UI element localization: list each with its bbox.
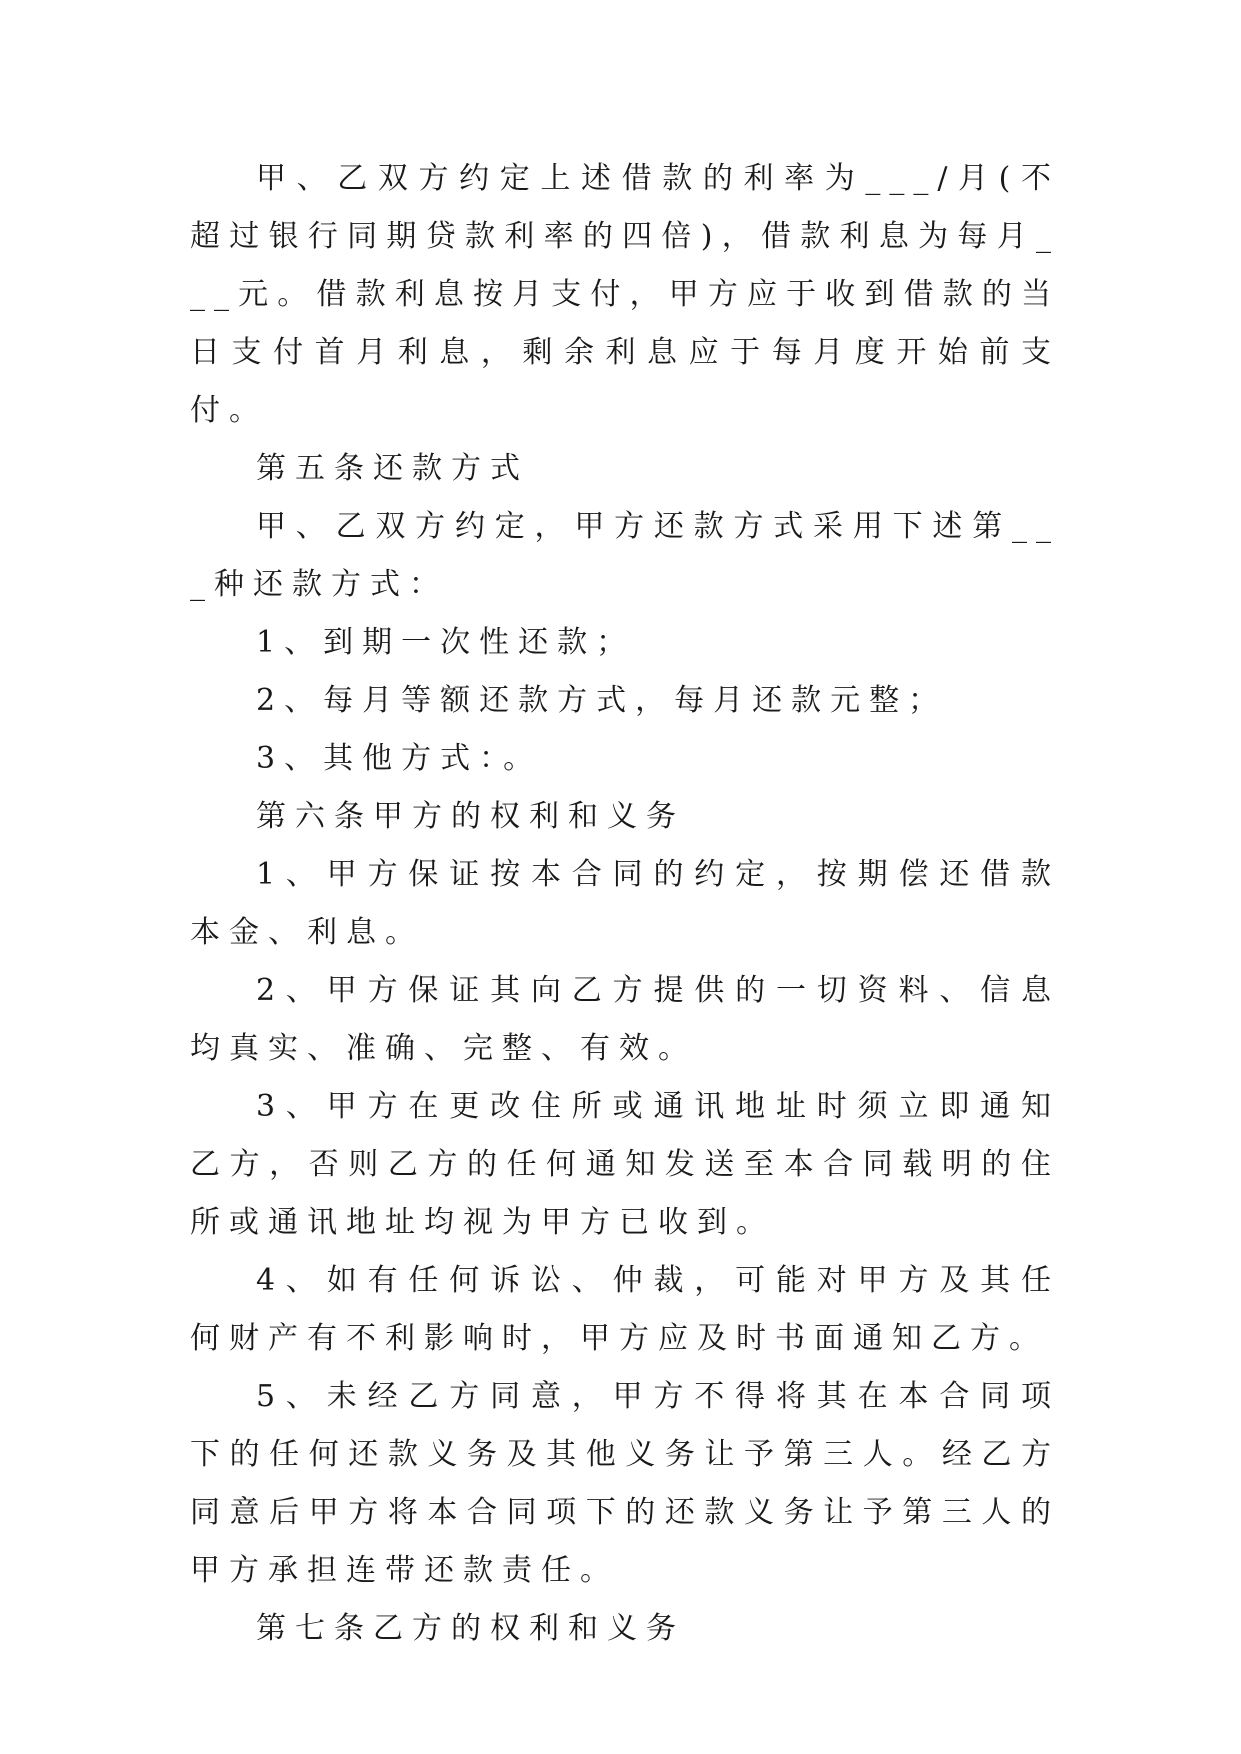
party-a-clause-2: 2、甲方保证其向乙方提供的一切资料、信息均真实、准确、完整、有效。 [190,973,1060,1066]
repayment-option-2: 2、每月等额还款方式，每月还款元整； [256,683,948,718]
party-a-clause-1: 1、甲方保证按本合同的约定，按期偿还借款本金、利息。 [190,857,1060,950]
interest-rate-paragraph: 甲、乙双方约定上述借款的利率为___/月(不超过银行同期贷款利率的四倍)，借款利息为每月___元。借款利息按月支付，甲方应于收到借款的当日支付首月利息，剩余利息应于每月度开始前支付。 [190,161,1060,428]
repayment-method-paragraph: 甲、乙双方约定，甲方还款方式采用下述第___种还款方式： [190,509,1060,602]
party-a-clause-3: 3、甲方在更改住所或通讯地址时须立即通知乙方，否则乙方的任何通知发送至本合同载明的住所或通讯地址均视为甲方已收到。 [190,1089,1060,1240]
article-5-heading: 第五条还款方式 [256,451,529,486]
document-page [190,150,1060,1658]
party-a-clause-5: 5、未经乙方同意，甲方不得将其在本合同项下的任何还款义务及其他义务让予第三人。经乙方同意后甲方将本合同项下的还款义务让予第三人的甲方承担连带还款责任。 [190,1379,1060,1588]
repayment-option-3: 3、其他方式：。 [256,741,543,776]
repayment-option-1: 1、到期一次性还款； [256,625,636,660]
article-7-heading: 第七条乙方的权利和义务 [256,1611,685,1646]
article-6-heading: 第六条甲方的权利和义务 [256,799,685,834]
party-a-clause-4: 4、如有任何诉讼、仲裁，可能对甲方及其任何财产有不利影响时，甲方应及时书面通知乙方。 [190,1263,1060,1356]
